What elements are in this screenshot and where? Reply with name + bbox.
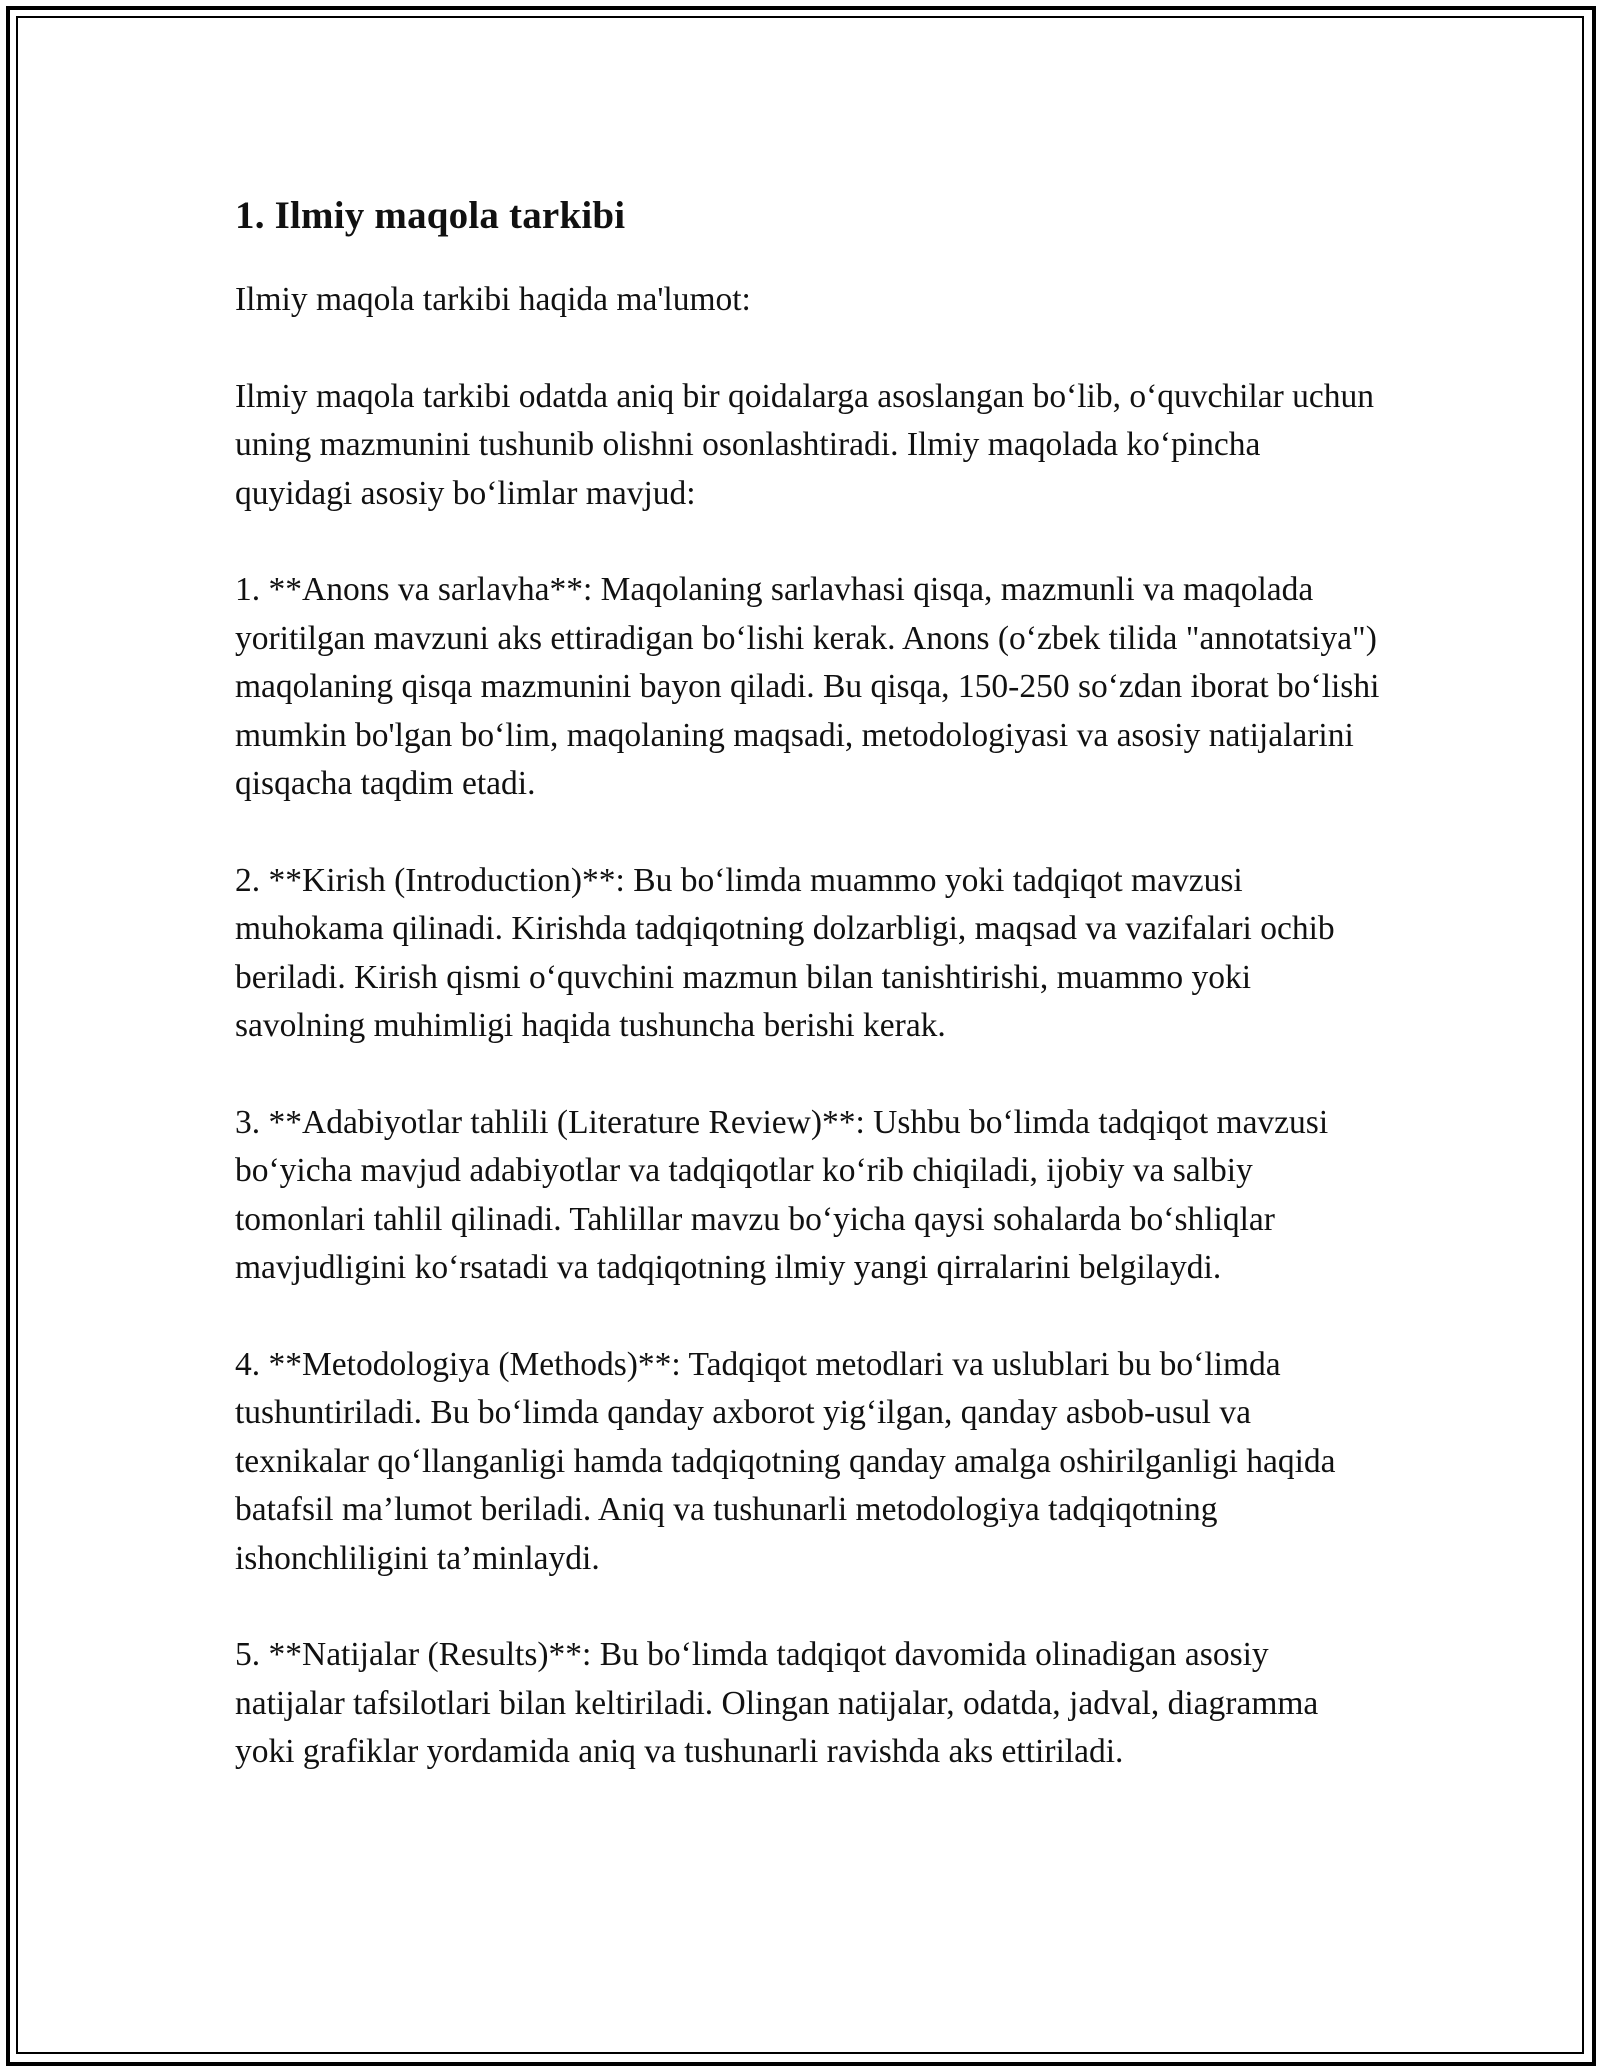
document-body	[235, 188, 1385, 1825]
item-natijalar-paragraph: 5. **Natijalar (Results)**: Bu bo‘limda tadqiqot davomida olinadigan asosiy natijalar tafsilotlari bilan keltiriladi. Olingan natijalar, odatda, jadval, diagramma yoki grafiklar yordamida aniq va tushunarli ravishda aks ettiriladi.	[235, 1636, 1319, 1770]
item-anons-paragraph: 1. **Anons va sarlavha**: Maqolaning sarlavhasi qisqa, mazmunli va maqolada yoritilgan mavzuni aks ettiradigan bo‘lishi kerak. Anons (o‘zbek tilida "annotatsiya") maqolaning qisqa mazmunini bayon qiladi. Bu qisqa, 150-250 so‘zdan iborat bo‘lishi mumkin bo'lgan bo‘lim, maqolaning maqsadi, metodologiyasi va asosiy natijalarini qisqacha taqdim etadi.	[235, 571, 1380, 802]
overview-paragraph: Ilmiy maqola tarkibi odatda aniq bir qoidalarga asoslangan bo‘lib, o‘quvchilar uchun uning mazmunini tushunib olishni osonlashtiradi. Ilmiy maqolada ko‘pincha quyidagi asosiy bo‘limlar mavjud:	[235, 377, 1374, 512]
intro-paragraph: Ilmiy maqola tarkibi haqida ma'lumot:	[235, 281, 751, 318]
item-metodologiya-paragraph: 4. **Metodologiya (Methods)**: Tadqiqot metodlari va uslublari bu bo‘limda tushuntiriladi. Bu bo‘limda qanday axborot yig‘ilgan, qanday asbob-usul va texnikalar qo‘llanganligi hamda tadqiqotning qanday amalga oshirilganligi haqida batafsil ma’lumot beriladi. Aniq va tushunarli metodologiya tadqiqotning ishonchliligini ta’minlaydi.	[235, 1345, 1336, 1577]
item-kirish-paragraph: 2. **Kirish (Introduction)**: Bu bo‘limda muammo yoki tadqiqot mavzusi muhokama qilinadi. Kirishda tadqiqotning dolzarbligi, maqsad va vazifalari ochib beriladi. Kirish qismi o‘quvchini mazmun bilan tanishtirishi, muammo yoki savolning muhimligi haqida tushuncha berishi kerak.	[235, 861, 1335, 1044]
item-adabiyotlar-paragraph: 3. **Adabiyotlar tahlili (Literature Review)**: Ushbu bo‘limda tadqiqot mavzusi bo‘yicha mavjud adabiyotlar va tadqiqotlar ko‘rib chiqiladi, ijobiy va salbiy tomonlari tahlil qilinadi. Tahlillar mavzu bo‘yicha qaysi sohalarda bo‘shliqlar mavjudligini ko‘rsatadi va tadqiqotning ilmiy yangi qirralarini belgilaydi.	[235, 1103, 1329, 1286]
section-title: 1. Ilmiy maqola tarkibi	[235, 194, 626, 237]
